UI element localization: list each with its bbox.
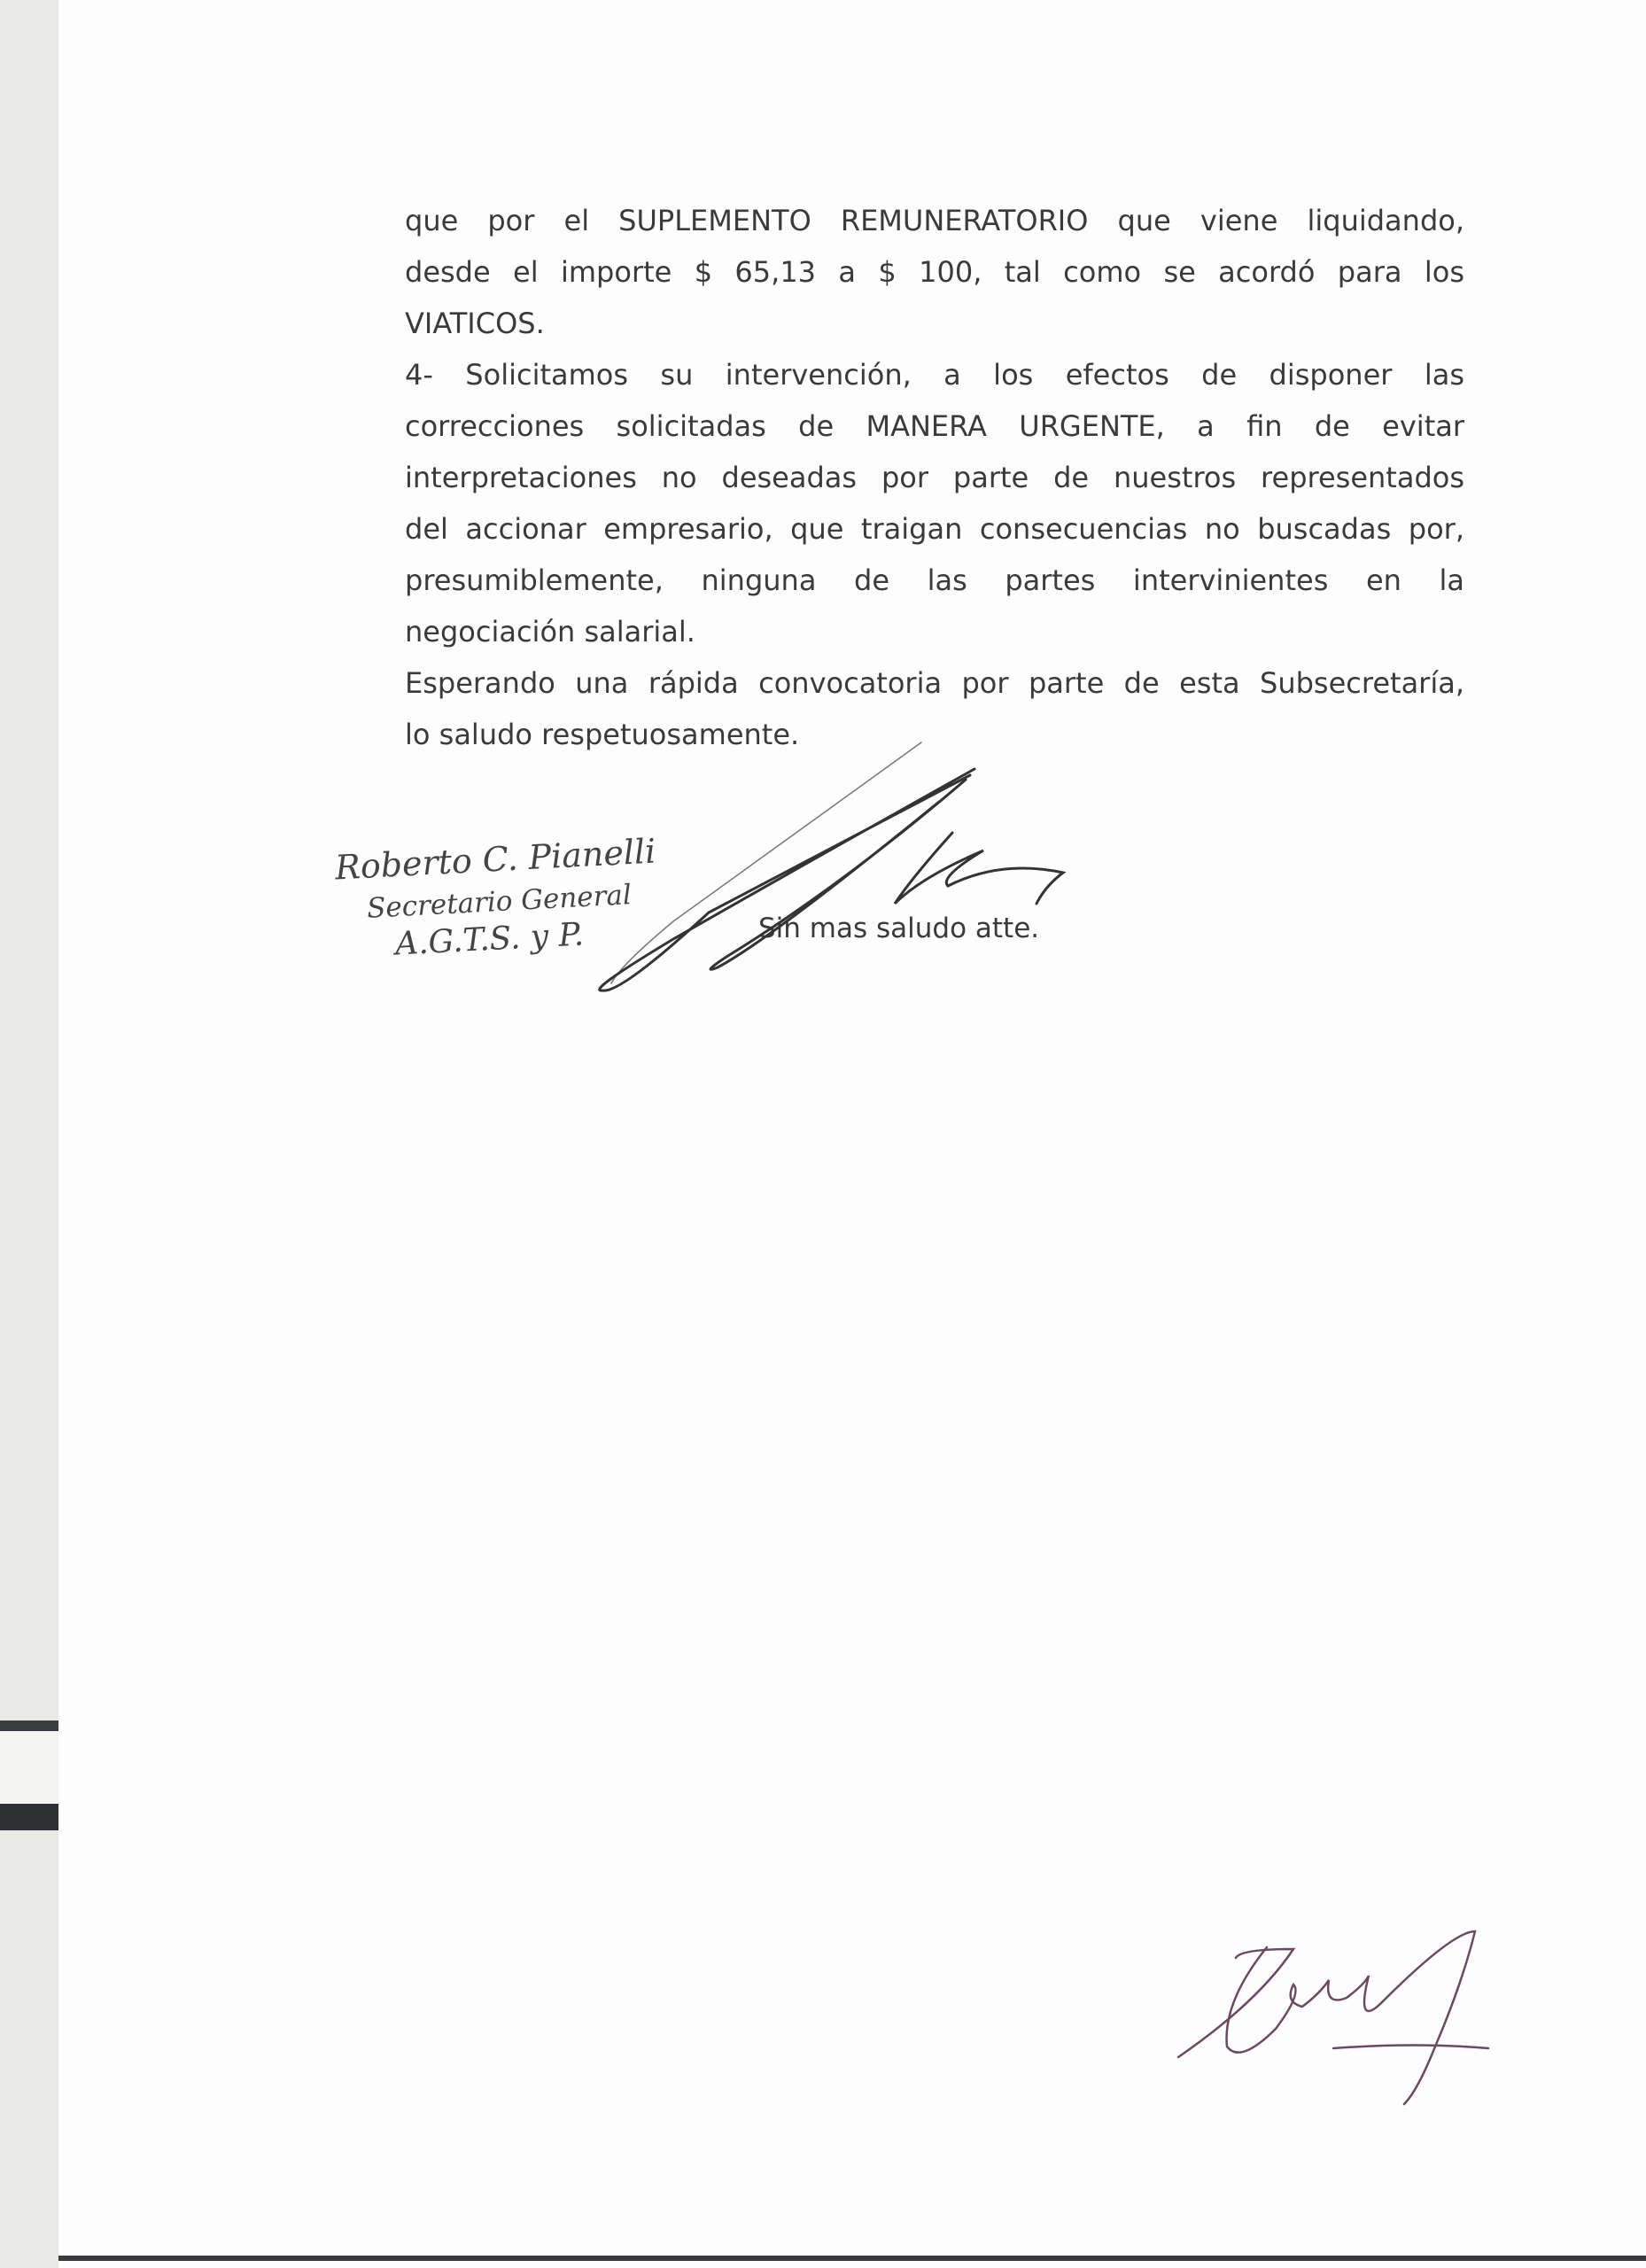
body-line: VIATICOS. xyxy=(405,307,545,340)
main-signature xyxy=(600,742,1063,990)
scan-bottom-edge xyxy=(58,2256,1646,2261)
body-line: lo saludo respetuosamente. xyxy=(405,718,800,751)
body-line: desde el importe $ 65,13 a $ 100, tal como se acordó para los xyxy=(405,255,1464,289)
body-line: negociación salarial. xyxy=(405,615,695,649)
closing-text: Sin mas saludo atte. xyxy=(758,913,1040,944)
body-line: 4- Solicitamos su intervención, a los efectos de disponer las xyxy=(405,358,1464,392)
initials-signature xyxy=(1178,1931,1488,2104)
body-line: Esperando una rápida convocatoria por parte de esta Subsecretaría, xyxy=(405,666,1464,700)
stamp-org: A.G.T.S. y P. xyxy=(394,916,585,963)
body-line: que por el SUPLEMENTO REMUNERATORIO que viene liquidando, xyxy=(405,204,1464,237)
body-line: presumiblemente, ninguna de las partes intervinientes en la xyxy=(405,563,1464,597)
body-line: interpretaciones no deseadas por parte de nuestros representados xyxy=(405,461,1464,494)
body-line: del accionar empresario, que traigan consecuencias no buscadas por, xyxy=(405,512,1464,546)
stamp-name: Roberto C. Pianelli xyxy=(334,831,657,888)
body-line: correcciones solicitadas de MANERA URGENTE, a fin de evitar xyxy=(405,409,1464,443)
stamp-title: Secretario General xyxy=(366,879,633,925)
